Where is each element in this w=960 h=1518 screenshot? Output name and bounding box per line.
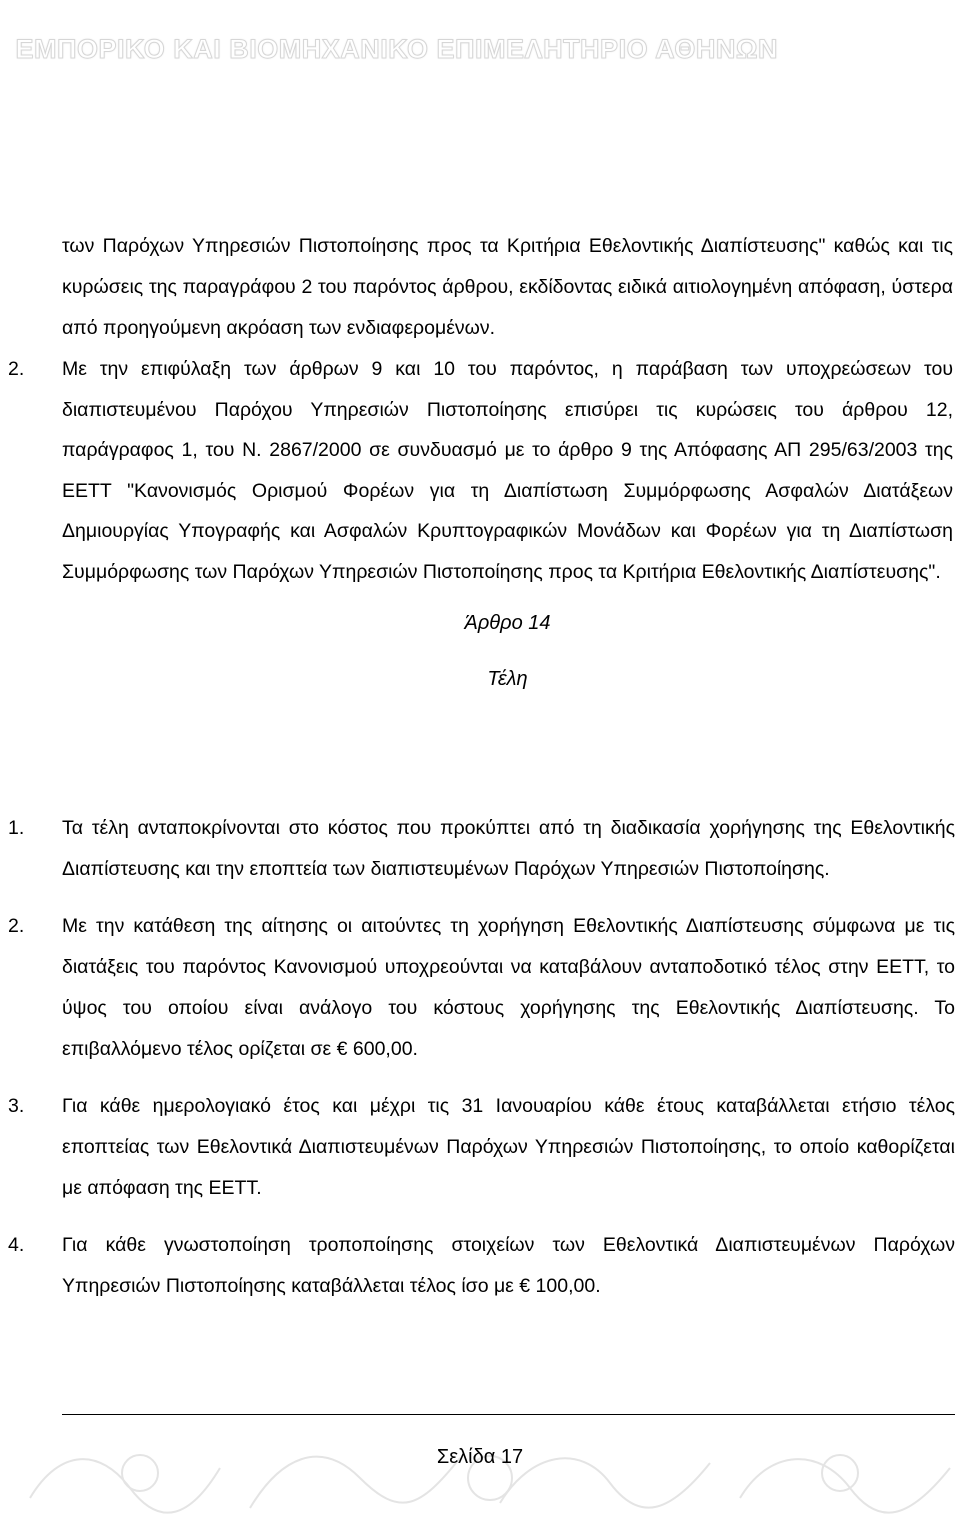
- paragraph-number: 3.: [8, 1095, 25, 1117]
- footer-divider: [62, 1414, 955, 1415]
- paragraph-number: 1.: [8, 817, 25, 839]
- decorative-watermark-icon: [20, 1428, 960, 1518]
- paragraph-text: Για κάθε ημερολογιακό έτος και μέχρι τις 31 Ιανουαρίου κάθε έτους καταβάλλεται ετήσιο τέλος εποπτείας των Εθελοντικά Διαπιστευμένων Παρόχων Υπηρεσιών Πιστοποίησης, το οποίο καθορίζεται με απόφαση της ΕΕΤΤ.: [62, 1095, 955, 1199]
- paragraph-number: 4.: [8, 1234, 25, 1256]
- fee-paragraph-4: [8, 1225, 955, 1307]
- article-subheading: Τέλη: [487, 668, 528, 690]
- fee-paragraph-3: [8, 1086, 955, 1209]
- intro-paragraph: των Παρόχων Υπηρεσιών Πιστοποίησης προς τα Κριτήρια Εθελοντικής Διαπίστευσης" καθώς και τις κυρώσεις της παραγράφου 2 του παρόντος άρθρου, εκδίδοντας ειδικά αιτιολογημένη απόφαση, ύστερα από προηγούμενη ακρόαση των ενδιαφερομένων.: [62, 235, 953, 339]
- paragraph-text: Για κάθε γνωστοποίηση τροποποίησης στοιχείων των Εθελοντικά Διαπιστευμένων Παρόχων Υπηρεσιών Πιστοποίησης καταβάλλεται τέλος ίσο με € 100,00.: [62, 1234, 955, 1297]
- fee-paragraph-1: [8, 808, 955, 890]
- page-number: Σελίδα 17: [436, 1446, 524, 1468]
- fee-paragraph-2: [8, 906, 955, 1070]
- document-body: [8, 226, 959, 694]
- paragraph-text: Με την κατάθεση της αίτησης οι αιτούντες τη χορήγηση Εθελοντικής Διαπίστευσης σύμφωνα με τις διατάξεις του παρόντος Κανονισμού υποχρεούνται να καταβάλουν ανταποδοτικό τέλος στην ΕΕΤΤ, το ύψος του οποίου είναι ανάλογο του κόστους χορήγησης της Εθελοντικής Διαπίστευσης. Το επιβαλλόμενο τέλος ορίζεται σε € 600,00.: [62, 915, 955, 1060]
- footer-watermark: [20, 1428, 960, 1518]
- fees-list: [8, 808, 955, 1323]
- paragraph-text: Με την επιφύλαξη των άρθρων 9 και 10 του παρόντος, η παράβαση των υποχρεώσεων του διαπιστευμένου Παρόχου Υπηρεσιών Πιστοποίησης επισύρει τις κυρώσεις του άρθρου 12, παράγραφος 1, του Ν. 2867/2000 σε συνδυασμό με το άρθρο 9 της Απόφασης ΑΠ 295/63/2003 της ΕΕΤΤ "Κανονισμός Ορισμού Φορέων για τη Διαπίστωση Συμμόρφωσης Ασφαλών Διατάξεων Δημιουργίας Υπογραφής και Ασφαλών Κρυπτογραφικών Μονάδων και Φορέων για τη Διαπίστωση Συμμόρφωσης των Παρόχων Υπηρεσιών Πιστοποίησης προς τα Κριτήρια Εθελοντικής Διαπίστευσης".: [62, 358, 959, 583]
- chamber-watermark: ΕΜΠΟΡΙΚΟ ΚΑΙ ΒΙΟΜΗΧΑΝΙΚΟ ΕΠΙΜΕΛΗΤΗΡΙΟ ΑΘΗΝΩΝ: [15, 34, 778, 64]
- paragraph-number: 2.: [8, 358, 25, 380]
- paragraph-text: Τα τέλη ανταποκρίνονται στο κόστος που προκύπτει από τη διαδικασία χορήγησης της Εθελοντικής Διαπίστευσης και την εποπτεία των διαπιστευμένων Παρόχων Υπηρεσιών Πιστοποίησης.: [62, 817, 955, 880]
- article-heading: Άρθρο 14: [464, 612, 551, 634]
- article-13-paragraph-2: [8, 349, 959, 592]
- paragraph-number: 2.: [8, 915, 25, 937]
